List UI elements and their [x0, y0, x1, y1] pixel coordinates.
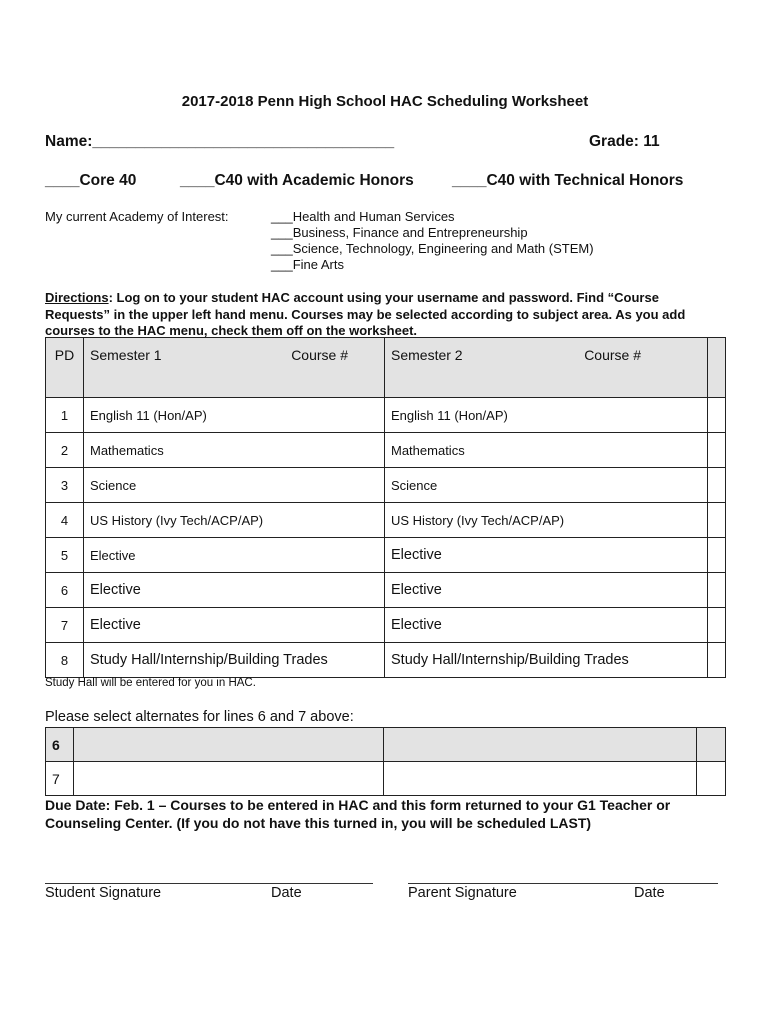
- directions-label: Directions: [45, 290, 109, 305]
- header-pd: PD: [46, 338, 84, 398]
- table-row: [46, 538, 726, 573]
- alternate-line-number: 6: [46, 728, 74, 762]
- parent-signature-label: Parent Signature: [408, 885, 517, 901]
- table-row: [46, 503, 726, 538]
- alternate-line-number: 7: [46, 762, 74, 796]
- row-semester-1[interactable]: Mathematics: [84, 433, 385, 468]
- name-blank[interactable]: ___________________________________: [92, 133, 395, 150]
- alternate-semester-1[interactable]: [74, 728, 384, 762]
- header-course-2: Course #: [584, 347, 641, 363]
- page-title: 2017-2018 Penn High School HAC Scheduling Worksheet: [181, 93, 589, 110]
- row-checkbox[interactable]: [708, 503, 726, 538]
- study-hall-note: Study Hall will be entered for you in HAC.: [45, 677, 256, 689]
- row-pd: 1: [46, 398, 84, 433]
- row-semester-1[interactable]: Science: [84, 468, 385, 503]
- alternate-checkbox[interactable]: [697, 728, 726, 762]
- parent-date-label: Date: [634, 885, 665, 901]
- header-course-1: Course #: [291, 347, 348, 363]
- name-label: Name:: [45, 133, 93, 150]
- name-field[interactable]: [45, 133, 394, 151]
- alternate-row: [46, 728, 726, 762]
- student-signature-label: Student Signature: [45, 885, 162, 901]
- due-date-notice: Due Date: Feb. 1 – Courses to be entered in HAC and this form returned to your G1 Teacher or Counseling Center. (If you do not have this turned in, you will be scheduled LAST): [45, 797, 671, 831]
- diploma-option-academic-honors[interactable]: ____C40 with Academic Honors: [180, 172, 414, 189]
- header-semester-2: [385, 338, 708, 398]
- schedule-header-row: [46, 338, 726, 398]
- row-checkbox[interactable]: [708, 573, 726, 608]
- row-pd: 8: [46, 643, 84, 678]
- student-signature-line[interactable]: [45, 883, 373, 884]
- row-semester-1[interactable]: Elective: [84, 573, 385, 608]
- row-checkbox[interactable]: [708, 608, 726, 643]
- row-pd: 3: [46, 468, 84, 503]
- header-semester-1-label: Semester 1: [90, 347, 162, 363]
- table-row: [46, 573, 726, 608]
- directions: [45, 290, 725, 340]
- row-semester-2[interactable]: Science: [385, 468, 708, 503]
- academy-option-health[interactable]: ___Health and Human Services: [271, 209, 455, 224]
- academy-options: [271, 209, 594, 273]
- header-semester-1: [84, 338, 385, 398]
- table-row: [46, 398, 726, 433]
- table-row: [46, 433, 726, 468]
- academy-label: My current Academy of Interest:: [45, 209, 229, 224]
- header-semester-2-label: Semester 2: [391, 347, 463, 363]
- alternate-semester-1[interactable]: [74, 762, 384, 796]
- row-semester-2[interactable]: Mathematics: [385, 433, 708, 468]
- academy-option-business[interactable]: ___Business, Finance and Entrepreneurship: [271, 225, 528, 240]
- directions-text: : Log on to your student HAC account using your username and password. Find “Course Requests” in the upper left hand menu. Courses may be selected according to subject area. As you add courses to the HAC menu, check them off on the worksheet.: [45, 290, 686, 338]
- row-semester-1[interactable]: US History (Ivy Tech/ACP/AP): [84, 503, 385, 538]
- row-semester-2[interactable]: Elective: [385, 608, 708, 643]
- header-extra: [708, 338, 726, 398]
- row-pd: 4: [46, 503, 84, 538]
- academy-option-fine-arts[interactable]: ___Fine Arts: [271, 257, 344, 272]
- row-semester-2[interactable]: US History (Ivy Tech/ACP/AP): [385, 503, 708, 538]
- row-checkbox[interactable]: [708, 433, 726, 468]
- diploma-option-technical-honors[interactable]: ____C40 with Technical Honors: [452, 172, 684, 189]
- alternate-row: [46, 762, 726, 796]
- row-semester-2[interactable]: Elective: [385, 573, 708, 608]
- row-checkbox[interactable]: [708, 643, 726, 678]
- row-semester-2[interactable]: Study Hall/Internship/Building Trades: [385, 643, 708, 678]
- table-row: [46, 643, 726, 678]
- row-semester-1[interactable]: Study Hall/Internship/Building Trades: [84, 643, 385, 678]
- parent-signature-line[interactable]: [408, 883, 718, 884]
- row-semester-2[interactable]: Elective: [385, 538, 708, 573]
- row-pd: 6: [46, 573, 84, 608]
- alternates-label: Please select alternates for lines 6 and 7 above:: [45, 709, 354, 725]
- diploma-option-core40[interactable]: ____Core 40: [45, 172, 137, 189]
- row-checkbox[interactable]: [708, 398, 726, 433]
- alternate-checkbox[interactable]: [697, 762, 726, 796]
- schedule-table: [45, 337, 726, 678]
- alternate-semester-2[interactable]: [384, 762, 697, 796]
- academy-option-stem[interactable]: ___Science, Technology, Engineering and Math (STEM): [271, 241, 594, 256]
- row-semester-1[interactable]: Elective: [84, 538, 385, 573]
- row-pd: 2: [46, 433, 84, 468]
- grade-label: Grade: 11: [589, 133, 660, 150]
- row-semester-1[interactable]: Elective: [84, 608, 385, 643]
- row-checkbox[interactable]: [708, 538, 726, 573]
- row-pd: 7: [46, 608, 84, 643]
- table-row: [46, 468, 726, 503]
- row-semester-1[interactable]: English 11 (Hon/AP): [84, 398, 385, 433]
- row-checkbox[interactable]: [708, 468, 726, 503]
- table-row: [46, 608, 726, 643]
- alternates-table: [45, 727, 726, 796]
- student-date-label: Date: [271, 885, 302, 901]
- row-semester-2[interactable]: English 11 (Hon/AP): [385, 398, 708, 433]
- row-pd: 5: [46, 538, 84, 573]
- alternate-semester-2[interactable]: [384, 728, 697, 762]
